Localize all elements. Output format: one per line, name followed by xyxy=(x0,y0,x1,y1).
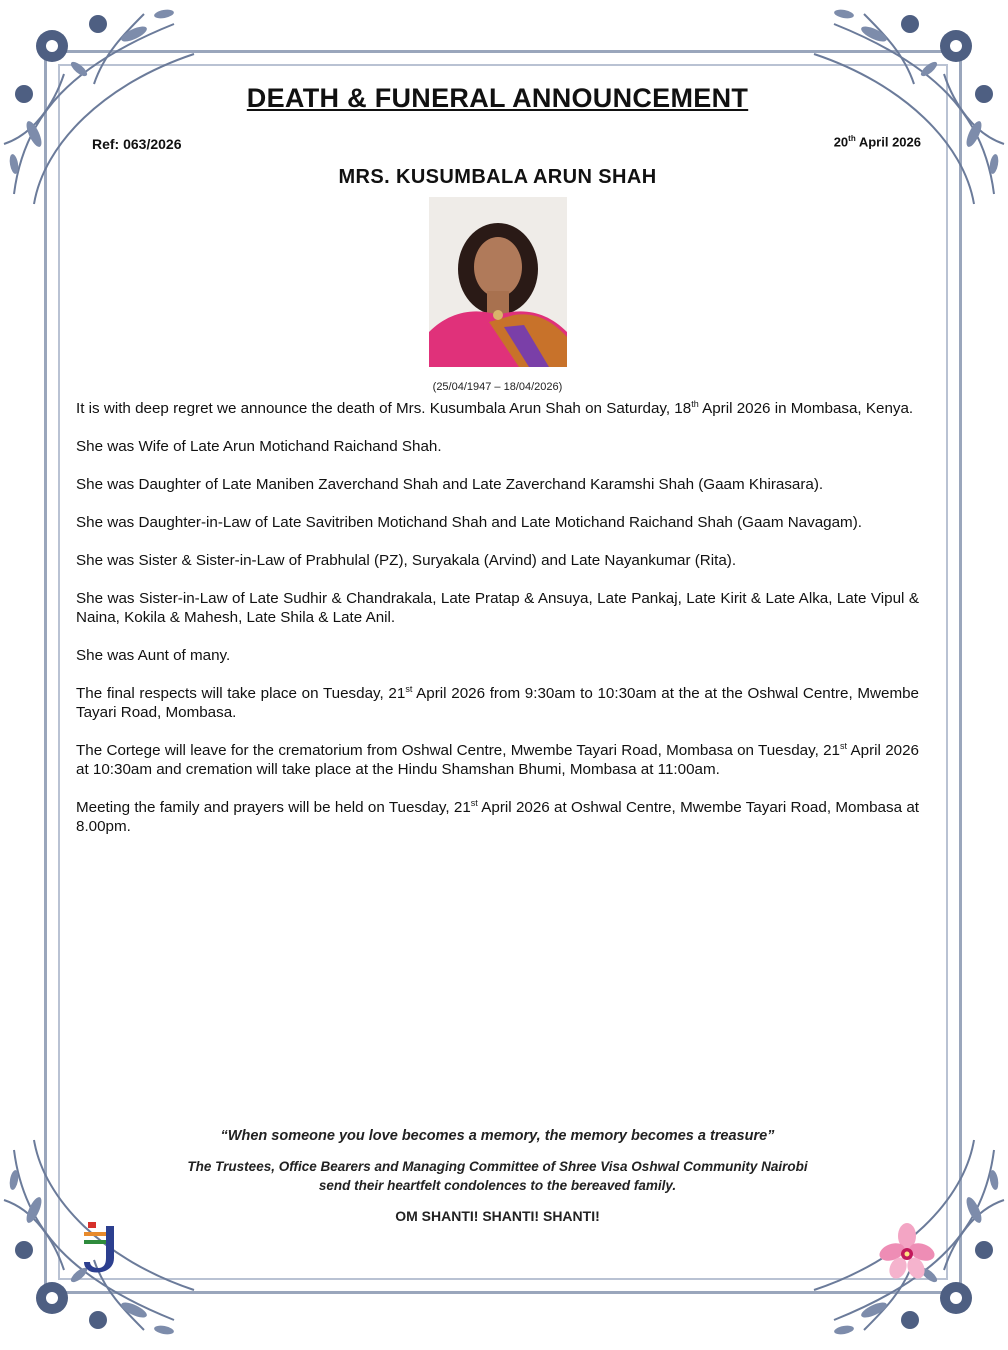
closing-prayer: OM SHANTI! SHANTI! SHANTI! xyxy=(395,1208,600,1224)
paragraph: She was Sister & Sister-in-Law of Prabhulal (PZ), Suryakala (Arvind) and Late Nayankumar (Rita). xyxy=(76,552,737,569)
paragraph xyxy=(76,798,919,836)
orchid-flower-icon xyxy=(878,1222,936,1280)
community-logo-icon xyxy=(80,1218,118,1276)
page-title: DEATH & FUNERAL ANNOUNCEMENT xyxy=(246,83,749,113)
paragraph: She was Aunt of many. xyxy=(76,647,231,664)
date-day: 20 xyxy=(833,134,849,150)
portrait-photo xyxy=(429,197,567,367)
condolence-message xyxy=(76,1157,919,1195)
condolence-line: The Trustees, Office Bearers and Managing Committee of Shree Visa Oshwal Community Nairobi xyxy=(187,1159,808,1174)
paragraph-text: April 2026 at 10:30am and cremation will take place at the Hindu Shamshan Bhumi, Mombasa at 11:00am. xyxy=(76,742,919,778)
meta-row xyxy=(76,132,919,162)
condolence-line: send their heartfelt condolences to the bereaved family. xyxy=(318,1178,677,1193)
paragraph xyxy=(76,741,919,779)
ordinal-suffix: th xyxy=(691,398,699,409)
date-suffix: th xyxy=(848,134,856,143)
paragraph: She was Sister-in-Law of Late Sudhir & Chandrakala, Late Pratap & Ansuya, Late Pankaj, Late Kirit & Late Alka, Late Vipul & Naina, Kokila & Mahesh, Late Shila & Late Anil. xyxy=(76,590,919,626)
memorial-quote: “When someone you love becomes a memory, the memory becomes a treasure” xyxy=(220,1128,775,1144)
paragraph-text: Meeting the family and prayers will be held on Tuesday, 21 xyxy=(76,799,471,816)
reference-number: Ref: 063/2026 xyxy=(92,136,182,152)
paragraph-text: The Cortege will leave for the crematorium from Oshwal Centre, Mwembe Tayari Road, Mombasa on Tuesday, 21 xyxy=(76,742,841,759)
paragraph: She was Daughter of Late Maniben Zaverchand Shah and Late Zaverchand Karamshi Shah (Gaam Khirasara). xyxy=(76,476,824,493)
paragraph-text: April 2026 from 9:30am to 10:30am at the at the Oshwal Centre, Mwembe Tayari Road, Mombasa. xyxy=(76,685,919,721)
ordinal-suffix: st xyxy=(405,683,413,694)
ordinal-suffix: st xyxy=(840,740,848,751)
footer xyxy=(76,1128,919,1224)
date-month-year: April 2026 xyxy=(855,134,921,150)
paragraph-text: April 2026 in Mombasa, Kenya. xyxy=(698,400,914,417)
paragraph: She was Daughter-in-Law of Late Savitriben Motichand Shah and Late Motichand Raichand Shah (Gaam Navagam). xyxy=(76,514,862,531)
announcement-content xyxy=(76,80,919,855)
paragraph xyxy=(76,684,919,722)
paragraph-text: It is with deep regret we announce the death of Mrs. Kusumbala Arun Shah on Saturday, 18 xyxy=(76,400,692,417)
ordinal-suffix: st xyxy=(470,797,478,808)
paragraph xyxy=(76,399,919,418)
deceased-name: MRS. KUSUMBALA ARUN SHAH xyxy=(338,166,657,188)
announcement-date xyxy=(834,134,921,149)
life-dates: (25/04/1947 – 18/04/2026) xyxy=(432,381,563,393)
announcement-body xyxy=(76,399,919,836)
paragraph: She was Wife of Late Arun Motichand Raichand Shah. xyxy=(76,438,442,455)
paragraph-text: The final respects will take place on Tuesday, 21 xyxy=(76,685,406,702)
paragraph-text: April 2026 at Oshwal Centre, Mwembe Tayari Road, Mombasa at 8.00pm. xyxy=(76,799,919,835)
